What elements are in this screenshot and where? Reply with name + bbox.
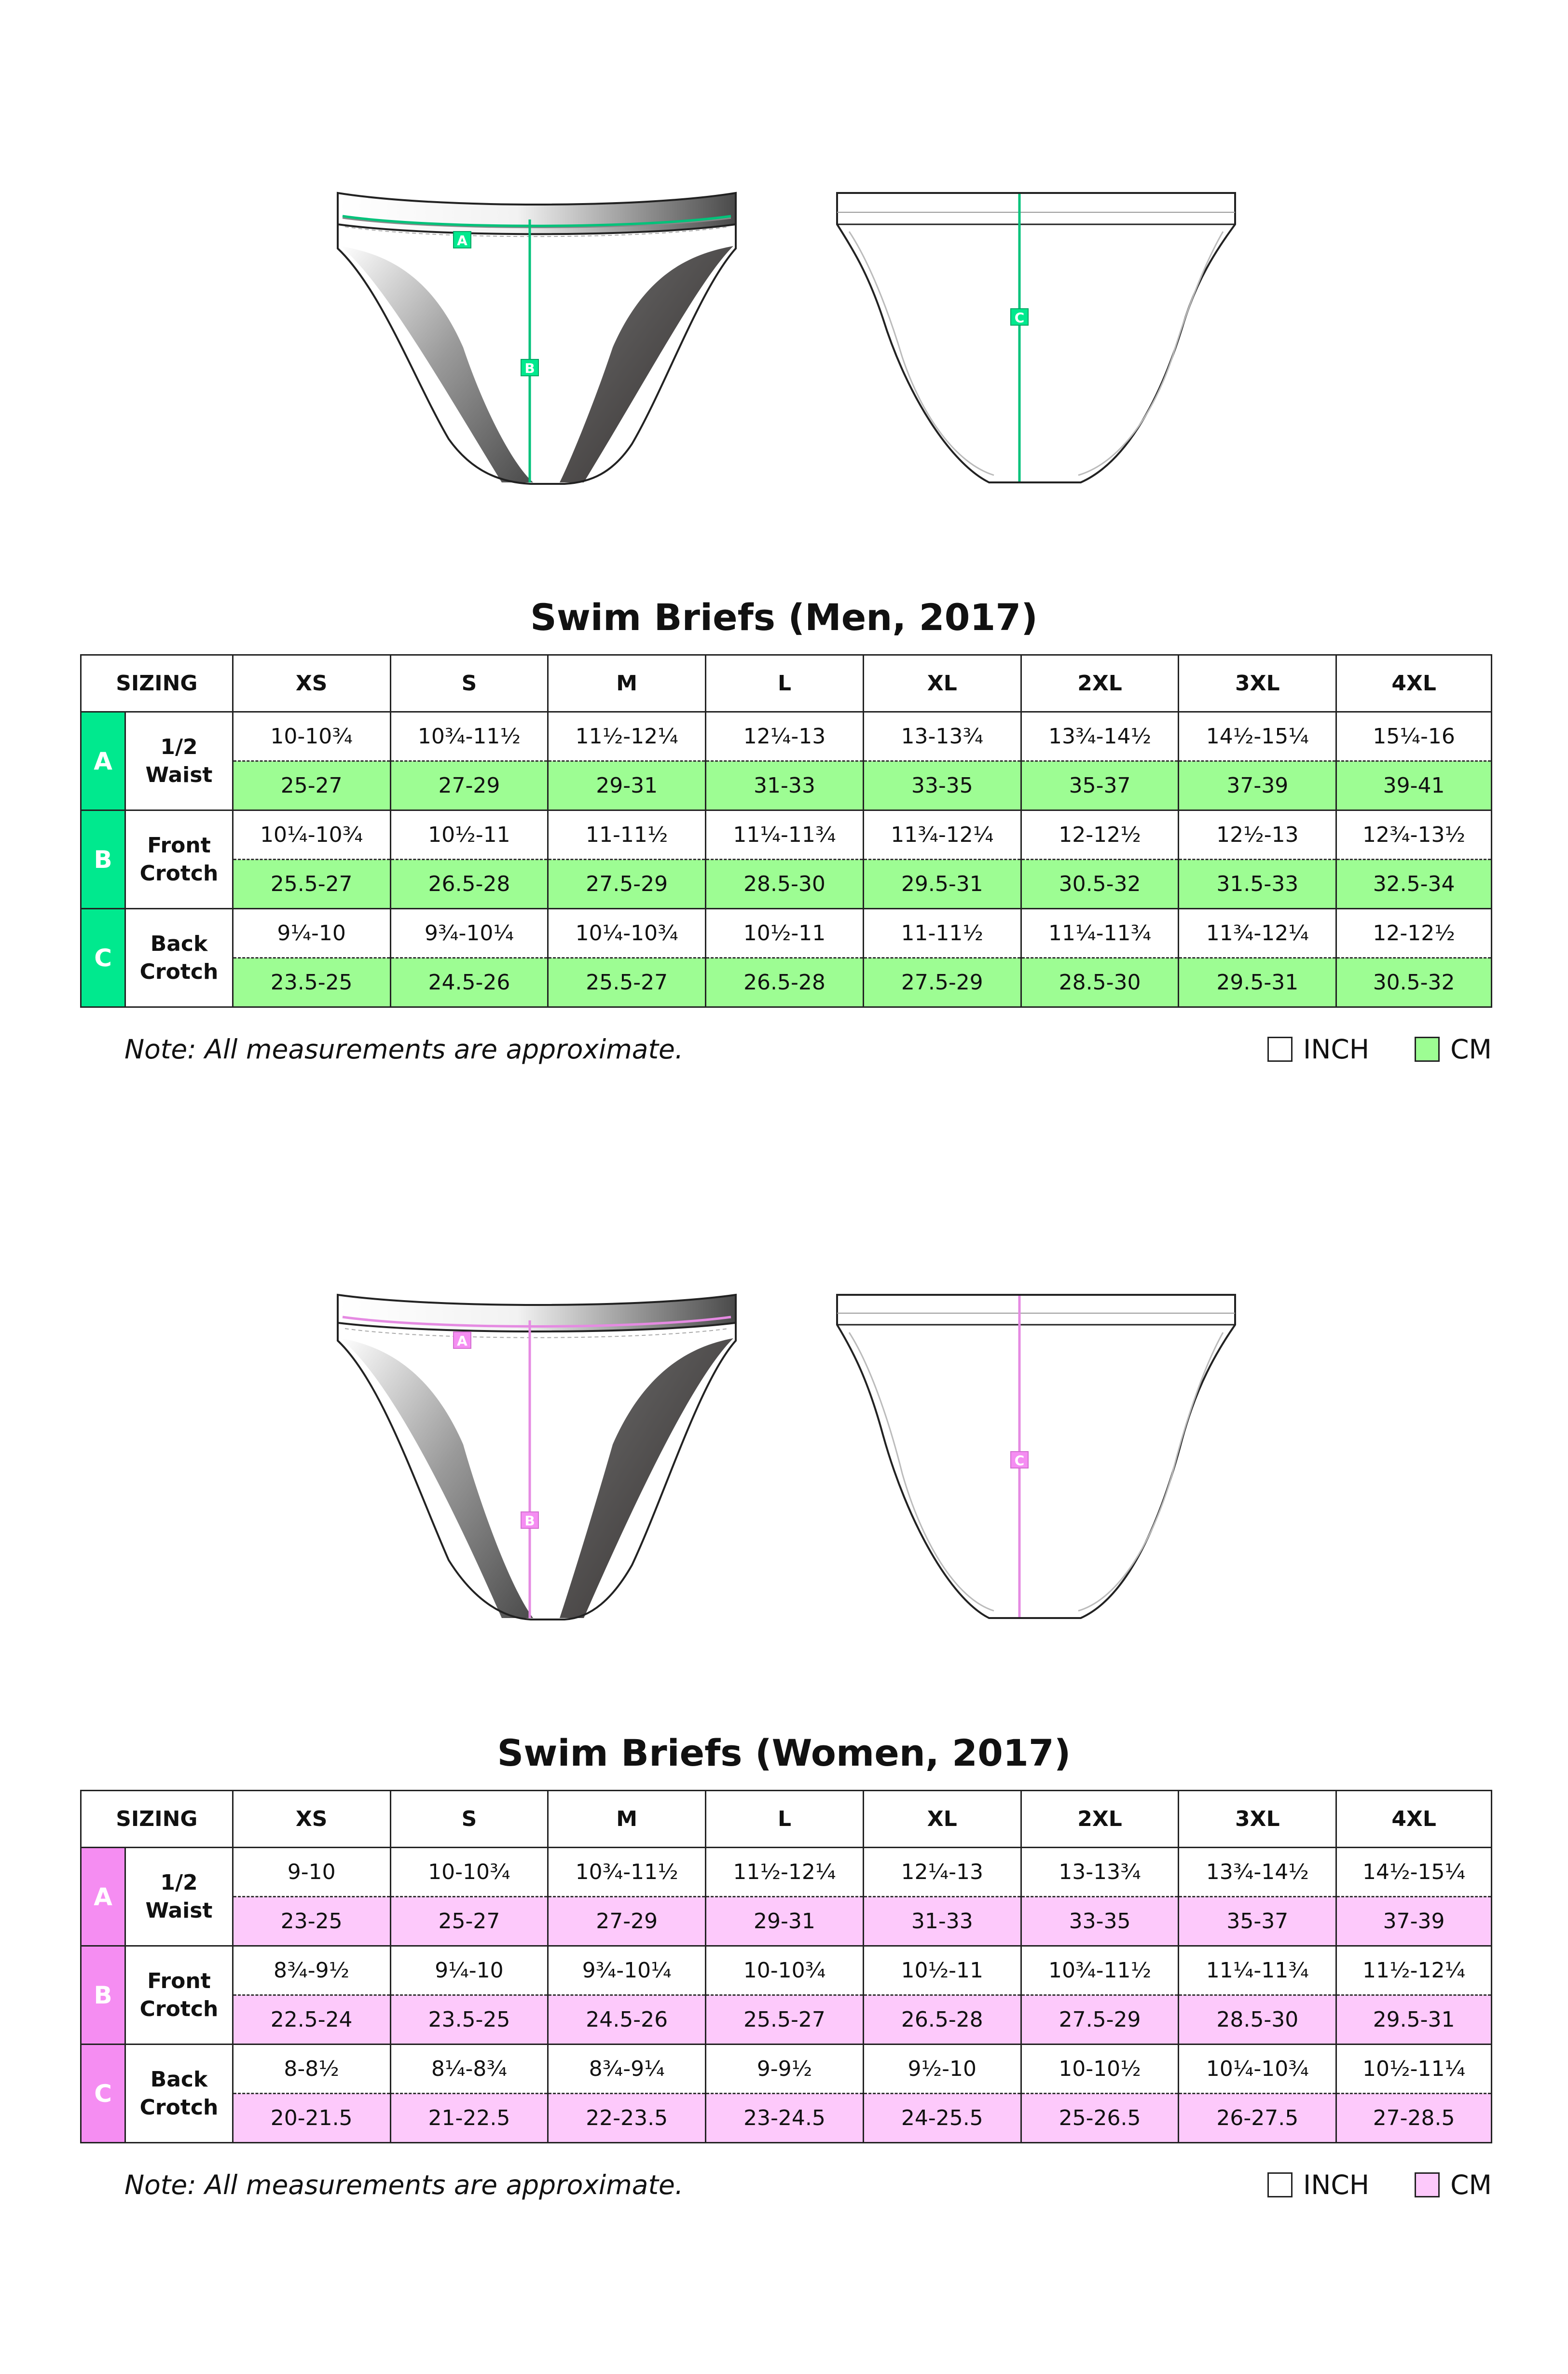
row-label-waist: 1/2 Waist <box>125 712 233 810</box>
size-header-xl: XL <box>863 655 1021 712</box>
front-body-outline <box>338 1295 736 1619</box>
left-leg-inner <box>340 1338 533 1618</box>
sizing-header: SIZING <box>81 1791 233 1848</box>
inch-cell: 9½-10 <box>863 2045 1021 2094</box>
front-view <box>338 1295 736 1619</box>
cm-cell: 37-39 <box>1179 761 1336 810</box>
inch-cell: 11¼-11¾ <box>706 810 864 860</box>
row-letter-a: A <box>81 1848 125 1946</box>
size-header-l: L <box>706 655 864 712</box>
row-label-waist: 1/2 Waist <box>125 1848 233 1946</box>
left-leg-inner <box>340 246 533 482</box>
size-header-m: M <box>548 655 706 712</box>
cm-cell: 20-21.5 <box>233 2094 390 2143</box>
cm-cell: 27.5-29 <box>863 958 1021 1007</box>
svg-text:B: B <box>524 360 535 376</box>
cm-cell: 26.5-28 <box>706 958 864 1007</box>
cm-cell: 23-25 <box>233 1897 390 1946</box>
size-header-s: S <box>390 655 548 712</box>
cm-cell: 28.5-30 <box>706 860 864 909</box>
inch-cell: 12-12½ <box>1336 909 1492 958</box>
row-label-back-crotch: Back Crotch <box>125 909 233 1007</box>
women-garment-diagram <box>0 1136 1568 1666</box>
row-letter-b: B <box>81 810 125 909</box>
cm-cell: 26.5-28 <box>390 860 548 909</box>
inch-cell: 11¼-11¾ <box>1021 909 1179 958</box>
table-row <box>81 860 1492 909</box>
cm-cell: 28.5-30 <box>1179 1995 1336 2045</box>
cm-legend-label: CM <box>1450 2169 1492 2200</box>
svg-text:C: C <box>1014 310 1025 326</box>
inch-cell: 9-9½ <box>706 2045 864 2094</box>
cm-cell: 29-31 <box>548 761 706 810</box>
cm-cell: 29.5-31 <box>863 860 1021 909</box>
inch-cell: 13¾-14½ <box>1179 1848 1336 1897</box>
size-header-2xl: 2XL <box>1021 655 1179 712</box>
row-label-front-crotch: Front Crotch <box>125 810 233 909</box>
cm-cell: 27-29 <box>548 1897 706 1946</box>
cm-cell: 22.5-24 <box>233 1995 390 2045</box>
inch-cell: 13-13¾ <box>1021 1848 1179 1897</box>
inch-cell: 11¾-12¼ <box>1179 909 1336 958</box>
table-row <box>81 2045 1492 2094</box>
cm-cell: 25-27 <box>390 1897 548 1946</box>
inch-cell: 9¼-10 <box>390 1946 548 1995</box>
size-header-4xl: 4XL <box>1336 655 1492 712</box>
cm-cell: 25.5-27 <box>233 860 390 909</box>
inch-cell: 10¼-10¾ <box>548 909 706 958</box>
table-row <box>81 810 1492 860</box>
inch-cell: 10½-11¼ <box>1336 2045 1492 2094</box>
table-row <box>81 1848 1492 1897</box>
header-row <box>81 655 1492 712</box>
svg-text:A: A <box>457 1333 468 1349</box>
inch-cell: 10¾-11½ <box>548 1848 706 1897</box>
sizing-header: SIZING <box>81 655 233 712</box>
inch-cell: 11-11½ <box>863 909 1021 958</box>
size-header-xs: XS <box>233 1791 390 1848</box>
inch-cell: 10¾-11½ <box>390 712 548 761</box>
inch-cell: 12¾-13½ <box>1336 810 1492 860</box>
inch-cell: 10¼-10¾ <box>233 810 390 860</box>
size-header-m: M <box>548 1791 706 1848</box>
cm-cell: 27.5-29 <box>548 860 706 909</box>
cm-cell: 23-24.5 <box>706 2094 864 2143</box>
row-letter-c: C <box>81 909 125 1007</box>
inch-cell: 12½-13 <box>1179 810 1336 860</box>
size-header-xs: XS <box>233 655 390 712</box>
inch-cell: 9¼-10 <box>233 909 390 958</box>
svg-text:A: A <box>457 233 468 248</box>
row-label-front-crotch: Front Crotch <box>125 1946 233 2045</box>
inch-cell: 8¾-9½ <box>233 1946 390 1995</box>
cm-cell: 25.5-27 <box>548 958 706 1007</box>
table-row <box>81 712 1492 761</box>
cm-cell: 25-26.5 <box>1021 2094 1179 2143</box>
inch-legend-label: INCH <box>1303 1034 1370 1065</box>
inch-cell: 12-12½ <box>1021 810 1179 860</box>
back-view <box>837 1295 1235 1618</box>
inch-cell: 10¼-10¾ <box>1179 2045 1336 2094</box>
inch-cell: 11½-12¼ <box>1336 1946 1492 1995</box>
cm-cell: 29.5-31 <box>1179 958 1336 1007</box>
size-header-2xl: 2XL <box>1021 1791 1179 1848</box>
cm-cell: 26-27.5 <box>1179 2094 1336 2143</box>
row-letter-b: B <box>81 1946 125 2045</box>
inch-cell: 11½-12¼ <box>548 712 706 761</box>
cm-cell: 24.5-26 <box>548 1995 706 2045</box>
cm-cell: 26.5-28 <box>863 1995 1021 2045</box>
cm-cell: 29.5-31 <box>1336 1995 1492 2045</box>
table-row <box>81 1946 1492 1995</box>
inch-cell: 10½-11 <box>706 909 864 958</box>
inch-cell: 14½-15¼ <box>1179 712 1336 761</box>
inch-cell: 8¾-9¼ <box>548 2045 706 2094</box>
cm-swatch <box>1415 1037 1440 1062</box>
men-chart-title: Swim Briefs (Men, 2017) <box>530 596 1038 639</box>
inch-cell: 9¾-10¼ <box>548 1946 706 1995</box>
back-body-outline <box>837 1295 1235 1618</box>
men-garment-diagram <box>0 0 1568 531</box>
cm-cell: 22-23.5 <box>548 2094 706 2143</box>
inch-cell: 9-10 <box>233 1848 390 1897</box>
inch-cell: 13-13¾ <box>863 712 1021 761</box>
cm-cell: 24-25.5 <box>863 2094 1021 2143</box>
men-size-table <box>80 654 1492 1008</box>
row-label-back-crotch: Back Crotch <box>125 2045 233 2143</box>
inch-legend-label: INCH <box>1303 2169 1370 2200</box>
cm-cell: 32.5-34 <box>1336 860 1492 909</box>
table-row <box>81 2094 1492 2143</box>
size-header-s: S <box>390 1791 548 1848</box>
svg-text:B: B <box>524 1513 535 1529</box>
right-leg-inner <box>560 1338 733 1618</box>
cm-cell: 27.5-29 <box>1021 1995 1179 2045</box>
size-header-l: L <box>706 1791 864 1848</box>
table-row <box>81 761 1492 810</box>
inch-cell: 10½-11 <box>863 1946 1021 1995</box>
cm-cell: 27-28.5 <box>1336 2094 1492 2143</box>
cm-cell: 24.5-26 <box>390 958 548 1007</box>
cm-cell: 25-27 <box>233 761 390 810</box>
women-unit-legend <box>1267 2168 1492 2202</box>
right-leg-inner <box>560 246 733 482</box>
inch-cell: 10-10¾ <box>390 1848 548 1897</box>
cm-cell: 31-33 <box>863 1897 1021 1946</box>
cm-cell: 29-31 <box>706 1897 864 1946</box>
table-row <box>81 1995 1492 2045</box>
inch-cell: 12¼-13 <box>706 712 864 761</box>
inch-cell: 13¾-14½ <box>1021 712 1179 761</box>
cm-cell: 33-35 <box>863 761 1021 810</box>
inch-cell: 8-8½ <box>233 2045 390 2094</box>
cm-legend-label: CM <box>1450 1034 1492 1065</box>
cm-cell: 21-22.5 <box>390 2094 548 2143</box>
cm-cell: 25.5-27 <box>706 1995 864 2045</box>
size-header-xl: XL <box>863 1791 1021 1848</box>
inch-cell: 12¼-13 <box>863 1848 1021 1897</box>
cm-cell: 27-29 <box>390 761 548 810</box>
inch-cell: 10½-11 <box>390 810 548 860</box>
table-row <box>81 909 1492 958</box>
inch-swatch <box>1267 1037 1293 1062</box>
cm-cell: 31-33 <box>706 761 864 810</box>
women-note: Note: All measurements are approximate. <box>124 2169 684 2200</box>
header-row <box>81 1791 1492 1848</box>
row-letter-c: C <box>81 2045 125 2143</box>
inch-cell: 10-10¾ <box>706 1946 864 1995</box>
cm-cell: 31.5-33 <box>1179 860 1336 909</box>
cm-cell: 35-37 <box>1021 761 1179 810</box>
men-unit-legend <box>1267 1032 1492 1066</box>
cm-cell: 35-37 <box>1179 1897 1336 1946</box>
men-garment-svg <box>0 0 1568 531</box>
inch-cell: 11-11½ <box>548 810 706 860</box>
svg-text:C: C <box>1014 1453 1025 1468</box>
cm-cell: 23.5-25 <box>390 1995 548 2045</box>
inch-cell: 15¼-16 <box>1336 712 1492 761</box>
front-view <box>338 193 736 484</box>
cm-swatch <box>1415 2172 1440 2197</box>
inch-cell: 11½-12¼ <box>706 1848 864 1897</box>
table-row <box>81 958 1492 1007</box>
cm-cell: 28.5-30 <box>1021 958 1179 1007</box>
size-header-3xl: 3XL <box>1179 1791 1336 1848</box>
women-garment-svg <box>0 1136 1568 1666</box>
cm-cell: 37-39 <box>1336 1897 1492 1946</box>
inch-cell: 9¾-10¼ <box>390 909 548 958</box>
cm-cell: 39-41 <box>1336 761 1492 810</box>
cm-cell: 23.5-25 <box>233 958 390 1007</box>
cm-cell: 30.5-32 <box>1336 958 1492 1007</box>
row-letter-a: A <box>81 712 125 810</box>
inch-cell: 11¼-11¾ <box>1179 1946 1336 1995</box>
inch-cell: 10-10½ <box>1021 2045 1179 2094</box>
inch-cell: 11¾-12¼ <box>863 810 1021 860</box>
cm-cell: 30.5-32 <box>1021 860 1179 909</box>
size-header-4xl: 4XL <box>1336 1791 1492 1848</box>
men-note: Note: All measurements are approximate. <box>124 1034 684 1065</box>
inch-cell: 10-10¾ <box>233 712 390 761</box>
cm-cell: 33-35 <box>1021 1897 1179 1946</box>
size-header-3xl: 3XL <box>1179 655 1336 712</box>
women-size-table <box>80 1790 1492 2143</box>
back-view <box>837 193 1235 482</box>
inch-cell: 14½-15¼ <box>1336 1848 1492 1897</box>
inch-cell: 8¼-8¾ <box>390 2045 548 2094</box>
table-row <box>81 1897 1492 1946</box>
inch-swatch <box>1267 2172 1293 2197</box>
inch-cell: 10¾-11½ <box>1021 1946 1179 1995</box>
women-chart-title: Swim Briefs (Women, 2017) <box>497 1731 1071 1774</box>
